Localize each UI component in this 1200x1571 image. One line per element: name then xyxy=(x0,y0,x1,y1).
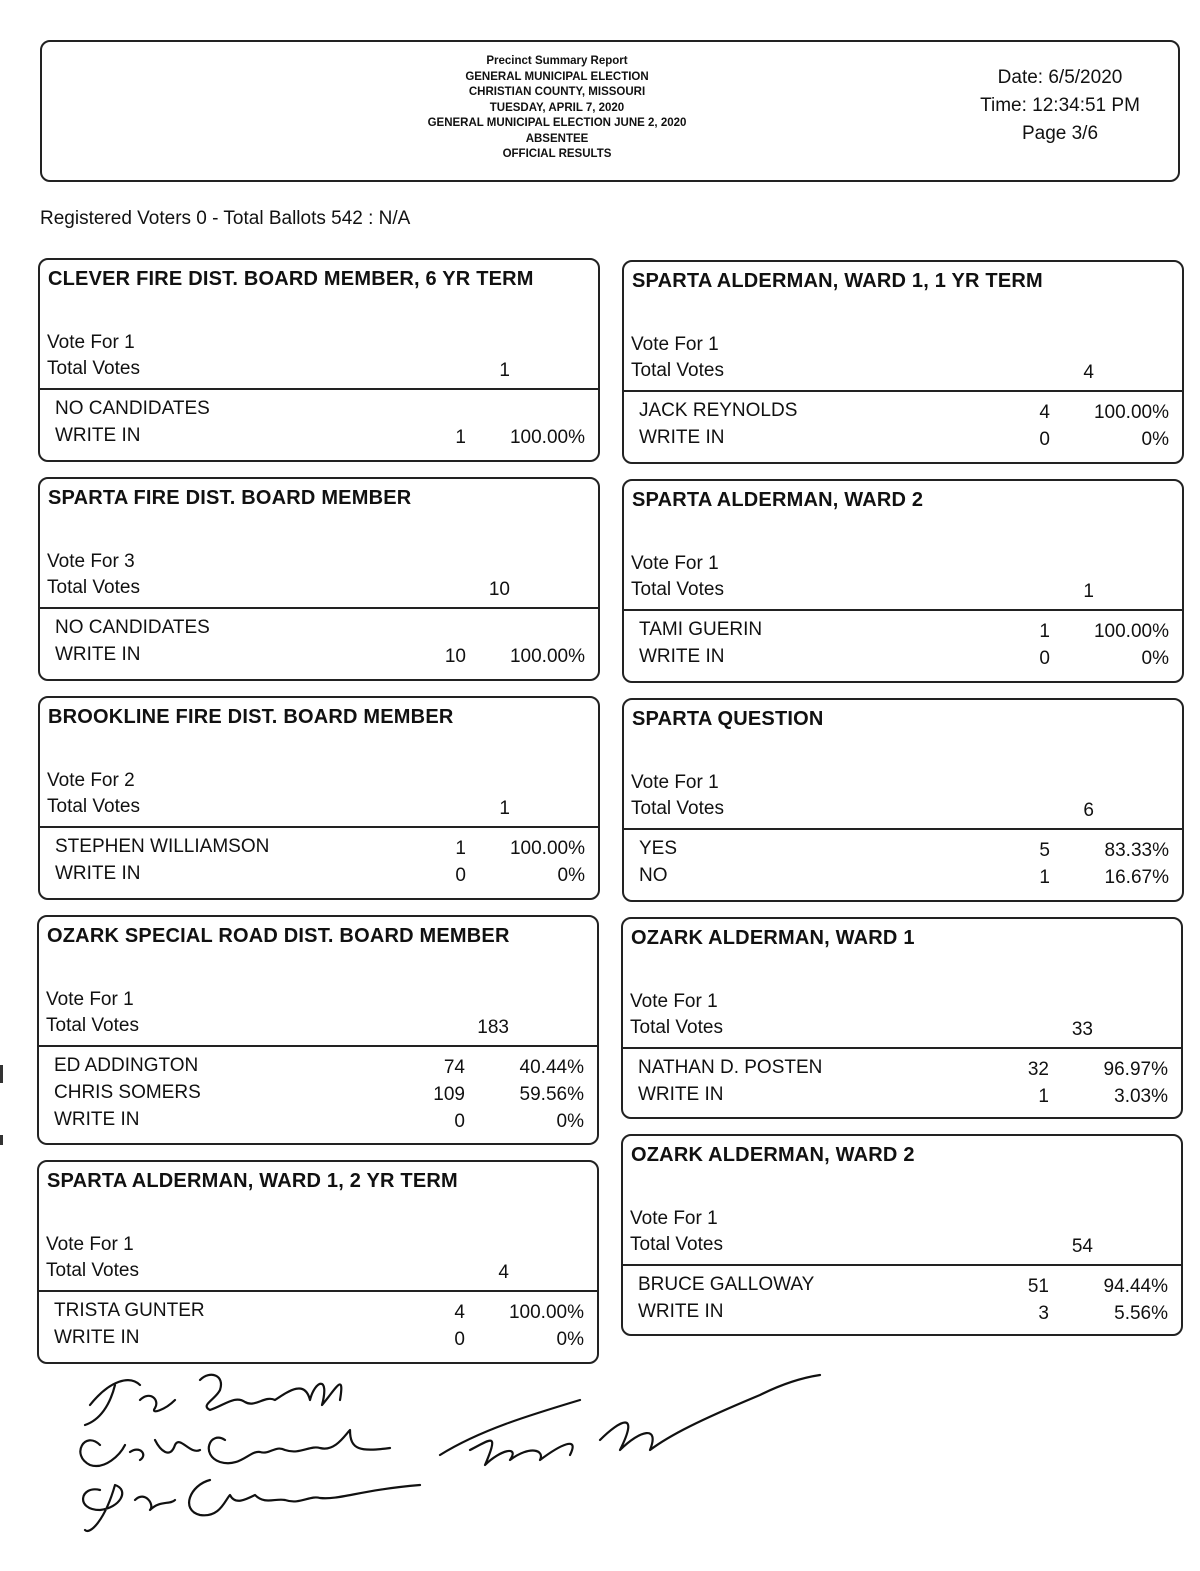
candidate-row xyxy=(40,617,598,645)
race-box xyxy=(38,477,600,681)
election-subtitle: GENERAL MUNICIPAL ELECTION JUNE 2, 2020 xyxy=(427,117,687,129)
candidate-name: BRUCE GALLOWAY xyxy=(638,1274,815,1295)
total-votes-value: 4 xyxy=(1083,362,1094,383)
vote-for-label: Vote For 1 xyxy=(46,989,134,1010)
margin-mark xyxy=(0,1065,3,1083)
candidate-votes: 74 xyxy=(443,1057,465,1078)
candidate-name: ED ADDINGTON xyxy=(54,1055,199,1076)
candidate-row xyxy=(623,1274,1181,1302)
candidate-percent: 100.00% xyxy=(509,646,585,667)
race-box xyxy=(37,1160,599,1364)
candidate-row xyxy=(624,400,1182,428)
race-title: OZARK ALDERMAN, WARD 1 xyxy=(631,927,915,949)
candidate-votes: 10 xyxy=(444,646,466,667)
vote-for-label: Vote For 2 xyxy=(47,770,135,791)
vote-for-label: Vote For 1 xyxy=(631,772,719,793)
candidate-percent: 0% xyxy=(1141,648,1169,669)
candidate-votes: 4 xyxy=(1039,402,1050,423)
signature-stroke xyxy=(85,1375,341,1425)
candidate-percent: 0% xyxy=(556,1329,584,1350)
total-votes-label: Total Votes xyxy=(631,360,724,381)
total-votes-label: Total Votes xyxy=(630,1017,723,1038)
candidate-row xyxy=(40,863,598,891)
race-divider xyxy=(624,390,1182,392)
candidate-row xyxy=(623,1301,1181,1329)
race-divider xyxy=(624,609,1182,611)
race-box xyxy=(622,479,1184,683)
total-votes-label: Total Votes xyxy=(47,796,140,817)
margin-mark xyxy=(0,1135,3,1145)
race-title: BROOKLINE FIRE DIST. BOARD MEMBER xyxy=(48,706,454,728)
registered-voters-line: Registered Voters 0 - Total Ballots 542 : N/A xyxy=(40,208,411,229)
race-divider xyxy=(39,1290,597,1292)
candidate-name: WRITE IN xyxy=(638,1301,724,1322)
report-title-block xyxy=(342,54,772,163)
candidate-votes: 1 xyxy=(455,427,466,448)
total-votes-value: 1 xyxy=(499,360,510,381)
candidate-name: WRITE IN xyxy=(54,1327,140,1348)
candidate-percent: 100.00% xyxy=(1093,402,1169,423)
vote-for-label: Vote For 1 xyxy=(630,991,718,1012)
ballot-type: ABSENTEE xyxy=(525,132,589,145)
race-title: SPARTA ALDERMAN, WARD 1, 1 YR TERM xyxy=(632,270,1043,292)
report-title: Precinct Summary Report xyxy=(486,55,628,67)
candidate-row xyxy=(40,644,598,672)
candidate-votes: 1 xyxy=(1039,621,1050,642)
race-title: SPARTA ALDERMAN, WARD 1, 2 YR TERM xyxy=(47,1170,458,1192)
candidate-row xyxy=(624,427,1182,455)
candidate-votes: 1 xyxy=(455,838,466,859)
county-name: CHRISTIAN COUNTY, MISSOURI xyxy=(468,86,646,98)
total-votes-label: Total Votes xyxy=(47,577,140,598)
candidate-percent: 94.44% xyxy=(1103,1276,1168,1297)
candidate-row xyxy=(40,398,598,426)
candidate-percent: 96.97% xyxy=(1103,1059,1168,1080)
total-votes-label: Total Votes xyxy=(631,798,724,819)
signature-stroke xyxy=(440,1375,820,1465)
candidate-row xyxy=(624,838,1182,866)
race-title: SPARTA QUESTION xyxy=(632,708,824,730)
total-votes-value: 10 xyxy=(488,579,510,600)
candidate-percent: 0% xyxy=(1141,429,1169,450)
race-divider xyxy=(624,828,1182,830)
candidate-name: CHRIS SOMERS xyxy=(54,1082,201,1103)
election-name: GENERAL MUNICIPAL ELECTION xyxy=(465,70,649,83)
candidate-name: NO CANDIDATES xyxy=(55,617,210,638)
candidate-votes: 0 xyxy=(455,865,466,886)
candidate-percent: 100.00% xyxy=(509,427,585,448)
candidate-row xyxy=(624,865,1182,893)
candidate-name: NATHAN D. POSTEN xyxy=(638,1057,823,1078)
candidate-votes: 0 xyxy=(454,1329,465,1350)
candidate-name: WRITE IN xyxy=(55,863,141,884)
candidate-percent: 0% xyxy=(556,1111,584,1132)
candidate-percent: 100.00% xyxy=(508,1302,584,1323)
total-votes-value: 54 xyxy=(1071,1236,1093,1257)
race-title: CLEVER FIRE DIST. BOARD MEMBER, 6 YR TERM xyxy=(48,268,534,290)
candidate-name: JACK REYNOLDS xyxy=(639,400,798,421)
candidate-percent: 40.44% xyxy=(519,1057,584,1078)
vote-for-label: Vote For 1 xyxy=(631,553,719,574)
candidate-votes: 3 xyxy=(1038,1303,1049,1324)
race-divider xyxy=(40,607,598,609)
candidate-row xyxy=(40,425,598,453)
report-date: Date: 6/5/2020 xyxy=(997,67,1123,88)
race-divider xyxy=(623,1047,1181,1049)
race-box xyxy=(621,917,1183,1119)
total-votes-label: Total Votes xyxy=(630,1234,723,1255)
candidate-percent: 5.56% xyxy=(1114,1303,1168,1324)
race-title: OZARK SPECIAL ROAD DIST. BOARD MEMBER xyxy=(47,925,510,947)
candidate-name: STEPHEN WILLIAMSON xyxy=(55,836,270,857)
race-divider xyxy=(40,826,598,828)
report-time: Time: 12:34:51 PM xyxy=(980,95,1140,116)
race-divider xyxy=(40,388,598,390)
candidate-votes: 0 xyxy=(1039,648,1050,669)
candidate-name: TRISTA GUNTER xyxy=(54,1300,205,1321)
vote-for-label: Vote For 1 xyxy=(47,332,135,353)
candidate-votes: 1 xyxy=(1039,867,1050,888)
candidate-name: WRITE IN xyxy=(55,425,141,446)
candidate-row xyxy=(39,1055,597,1083)
race-box xyxy=(621,1134,1183,1336)
race-title: SPARTA ALDERMAN, WARD 2 xyxy=(632,489,924,511)
candidate-name: YES xyxy=(639,838,678,859)
candidate-row xyxy=(39,1082,597,1110)
candidate-name: WRITE IN xyxy=(55,644,141,665)
candidate-percent: 100.00% xyxy=(509,838,585,859)
race-box xyxy=(622,698,1184,902)
candidate-votes: 109 xyxy=(433,1084,465,1105)
report-meta xyxy=(950,64,1170,148)
total-votes-value: 1 xyxy=(1083,581,1094,602)
race-title: SPARTA FIRE DIST. BOARD MEMBER xyxy=(48,487,412,509)
signature-stroke xyxy=(80,1430,390,1466)
candidate-votes: 1 xyxy=(1038,1086,1049,1107)
candidate-votes: 4 xyxy=(454,1302,465,1323)
candidate-row xyxy=(40,836,598,864)
vote-for-label: Vote For 1 xyxy=(631,334,719,355)
race-box xyxy=(622,260,1184,464)
candidate-percent: 100.00% xyxy=(1093,621,1169,642)
candidate-row xyxy=(39,1109,597,1137)
total-votes-value: 6 xyxy=(1083,800,1094,821)
vote-for-label: Vote For 1 xyxy=(630,1208,718,1229)
race-title: OZARK ALDERMAN, WARD 2 xyxy=(631,1144,915,1166)
candidate-name: NO xyxy=(639,865,668,886)
candidate-row xyxy=(39,1327,597,1355)
candidate-row xyxy=(624,646,1182,674)
total-votes-value: 33 xyxy=(1071,1019,1093,1040)
candidate-row xyxy=(623,1057,1181,1085)
page-number: Page 3/6 xyxy=(1021,123,1099,144)
candidate-votes: 0 xyxy=(454,1111,465,1132)
total-votes-label: Total Votes xyxy=(46,1015,139,1036)
candidate-votes: 51 xyxy=(1027,1276,1049,1297)
candidate-votes: 32 xyxy=(1027,1059,1049,1080)
race-divider xyxy=(623,1264,1181,1266)
race-box xyxy=(38,696,600,900)
candidate-name: TAMI GUERIN xyxy=(639,619,763,640)
candidate-name: WRITE IN xyxy=(639,427,725,448)
total-votes-label: Total Votes xyxy=(47,358,140,379)
candidate-percent: 3.03% xyxy=(1114,1086,1168,1107)
total-votes-label: Total Votes xyxy=(46,1260,139,1281)
candidate-votes: 5 xyxy=(1039,840,1050,861)
total-votes-value: 183 xyxy=(477,1017,509,1038)
candidate-name: WRITE IN xyxy=(639,646,725,667)
candidate-name: WRITE IN xyxy=(54,1109,140,1130)
race-box xyxy=(37,915,599,1145)
candidate-row xyxy=(623,1084,1181,1112)
total-votes-value: 4 xyxy=(498,1262,509,1283)
candidate-votes: 0 xyxy=(1039,429,1050,450)
vote-for-label: Vote For 1 xyxy=(46,1234,134,1255)
results-status: OFFICIAL RESULTS xyxy=(502,148,612,160)
vote-for-label: Vote For 3 xyxy=(47,551,135,572)
candidate-percent: 59.56% xyxy=(519,1084,584,1105)
signatures-image xyxy=(60,1360,840,1560)
total-votes-value: 1 xyxy=(499,798,510,819)
candidate-name: WRITE IN xyxy=(638,1084,724,1105)
candidate-row xyxy=(39,1300,597,1328)
candidate-percent: 83.33% xyxy=(1104,840,1169,861)
race-divider xyxy=(39,1045,597,1047)
candidate-percent: 16.67% xyxy=(1104,867,1169,888)
election-date: TUESDAY, APRIL 7, 2020 xyxy=(489,101,625,114)
candidate-percent: 0% xyxy=(557,865,585,886)
candidate-name: NO CANDIDATES xyxy=(55,398,210,419)
report-header xyxy=(40,40,1180,182)
total-votes-label: Total Votes xyxy=(631,579,724,600)
race-box xyxy=(38,258,600,462)
candidate-row xyxy=(624,619,1182,647)
signature-stroke xyxy=(83,1480,420,1531)
